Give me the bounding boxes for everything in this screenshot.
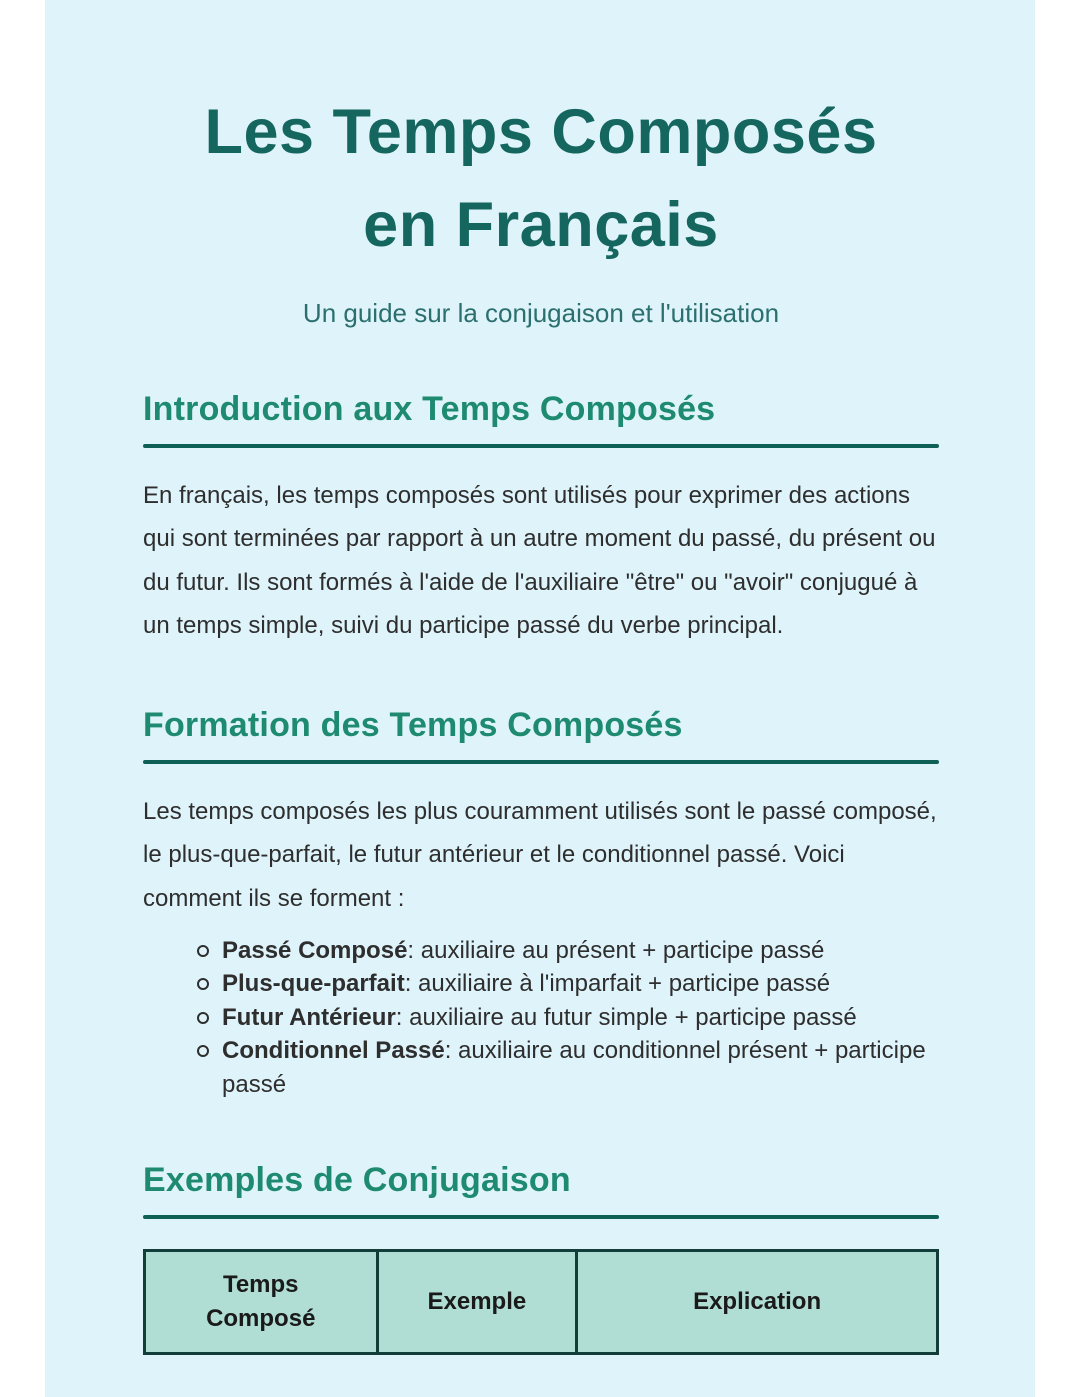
page-title-line-1: Les Temps Composés bbox=[204, 97, 878, 167]
section-rule-exemples bbox=[143, 1215, 939, 1219]
list-item-passe-compose bbox=[222, 934, 939, 968]
tense-term: Conditionnel Passé bbox=[222, 1037, 445, 1065]
tense-formation-list bbox=[143, 934, 939, 1102]
table-header-exemple: Exemple bbox=[377, 1250, 577, 1353]
tense-definition: : auxiliaire au conditionnel présent + participe passé bbox=[222, 1037, 926, 1099]
section-heading-introduction: Introduction aux Temps Composés bbox=[143, 390, 716, 429]
section-formation bbox=[143, 703, 939, 1102]
list-item-plus-que-parfait bbox=[222, 967, 939, 1001]
section-rule-formation bbox=[143, 760, 939, 764]
tense-definition: : auxiliaire à l'imparfait + participe passé bbox=[404, 970, 831, 998]
table-header-explication: Explication bbox=[577, 1250, 938, 1353]
table-header-temps-compose: Temps Composé bbox=[145, 1250, 378, 1353]
page-title-line-2: en Français bbox=[363, 189, 719, 260]
list-item-conditionnel-passe bbox=[222, 1034, 939, 1101]
tense-definition: : auxiliaire au présent + participe passé bbox=[407, 936, 825, 964]
page-subtitle: Un guide sur la conjugaison et l'utilisation bbox=[302, 298, 780, 329]
section-heading-exemples: Exemples de Conjugaison bbox=[143, 1160, 571, 1199]
document-content bbox=[45, 86, 1035, 1355]
tense-term: Plus-que-parfait bbox=[222, 970, 405, 998]
section-introduction bbox=[143, 387, 939, 647]
section-heading-formation: Formation des Temps Composés bbox=[143, 705, 683, 744]
tense-definition: : auxiliaire au futur simple + participe passé bbox=[395, 1003, 857, 1031]
section-exemples bbox=[143, 1158, 939, 1355]
conjugation-table bbox=[143, 1249, 939, 1355]
introduction-paragraph: En français, les temps composés sont utilisés pour exprimer des actions qui sont terminées par rapport à un autre moment du passé, du présent ou du futur. Ils sont formés à l'aide de l'auxiliaire "être" ou "avoir" conjugué à un temps simple, suivi du participe passé du verbe principal. bbox=[143, 482, 936, 639]
formation-paragraph: Les temps composés les plus couramment utilisés sont le passé composé, le plus-que-parfait, le futur antérieur et le conditionnel passé. Voici comment ils se forment : bbox=[143, 798, 937, 912]
page-title bbox=[143, 86, 939, 271]
table-header-row bbox=[145, 1250, 938, 1353]
section-rule-introduction bbox=[143, 444, 939, 448]
document-sheet bbox=[45, 0, 1035, 1397]
list-item-futur-anterieur bbox=[222, 1001, 939, 1035]
tense-term: Passé Composé bbox=[222, 936, 408, 964]
tense-term: Futur Antérieur bbox=[222, 1003, 396, 1031]
